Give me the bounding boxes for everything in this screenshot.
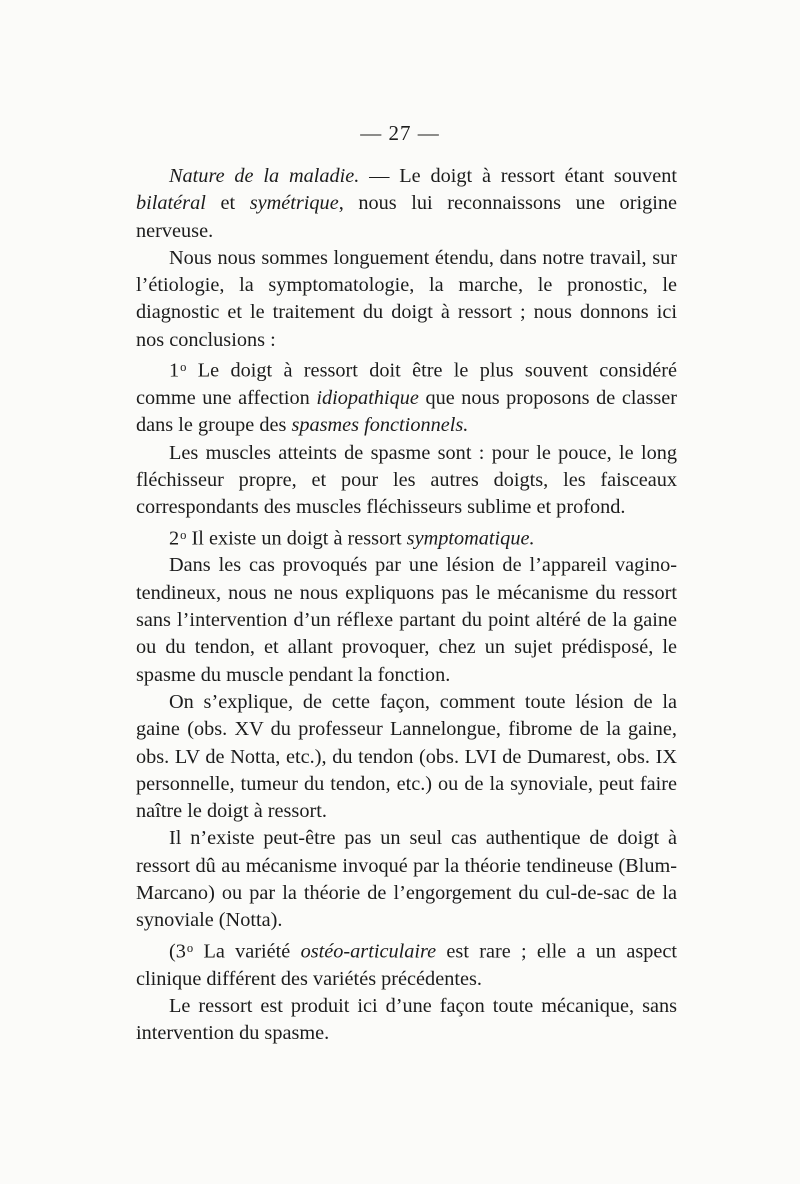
paragraph-text: est rare ; elle a un aspect clinique différent des variétés précédentes.	[136, 940, 677, 990]
paragraph-text: Le doigt à ressort doit être le plus souvent considéré comme une affection	[136, 359, 677, 410]
italic-osteo-articulaire: ostéo-articulaire	[300, 940, 437, 963]
ordinal-marker: o	[186, 940, 194, 955]
page-number: — 27 —	[360, 121, 440, 145]
heading-rest-text: , nous lui reconnaissons une origine nerveuse.	[136, 192, 677, 242]
paragraph-muscles: Les muscles atteints de spasme sont : pour le pouce, le long fléchisseur propre, et pour les autres doigts, les faisceaux correspondants des muscles fléchisseurs sublime et profond.	[136, 441, 677, 519]
paragraph-conclusions-intro: Nous nous sommes longuement étendu, dans notre travail, sur l’étiologie, la symptomatologie, la marche, le pronostic, le diagnostic et le traitement du doigt à ressort ; nous donnons ici nos conclusions :	[136, 246, 677, 351]
list-number: 2	[169, 527, 180, 550]
paragraph-lesions: On s’explique, de cette façon, comment toute lésion de la gaine (obs. XV du professeur Lannelongue, fibrome de la gaine, obs. LV de Notta, etc.), du tendon (obs. LVI de Dumarest, obs. IX personnelle, tumeur du tendon, etc.) ou de la synoviale, peut faire naître le doigt à ressort.	[136, 690, 677, 823]
paragraph-text: que nous proposons de classer dans le groupe des	[136, 387, 677, 437]
ordinal-marker: o	[180, 360, 187, 375]
paragraph-conclusion-2	[136, 522, 677, 553]
body-text	[136, 163, 677, 1047]
connector-text: et	[205, 192, 250, 215]
paragraph-text: La variété	[193, 940, 301, 963]
paragraph-vagino-tendineux: Dans les cas provoqués par une lésion de l’appareil vagino-tendineux, nous ne nous expliquons pas le mécanisme du ressort sans l’intervention d’un réflexe partant du point altéré de la gaine ou du tendon, et allant provoquer, chez un sujet prédisposé, le spasme du muscle pendant la fonction.	[136, 554, 677, 686]
list-number: (3	[169, 940, 186, 963]
paragraph-conclusion-1	[136, 354, 677, 440]
paragraph-text: Il existe un doigt à ressort	[186, 527, 407, 550]
section-heading: Nature de la maladie.	[169, 165, 360, 187]
italic-symptomatique: symptomatique.	[406, 527, 535, 550]
italic-spasmes-fonctionnels: spasmes fonctionnels.	[291, 414, 469, 437]
paragraph-ressort-mecanique: Le ressort est produit ici d’une façon toute mécanique, sans intervention du spasme.	[136, 994, 677, 1045]
italic-symetrique: symétrique	[249, 192, 339, 215]
paragraph-nature-de-la-maladie	[136, 163, 677, 245]
ordinal-marker: o	[180, 527, 187, 542]
italic-bilateral: bilatéral	[136, 192, 206, 215]
paragraph-conclusion-3	[136, 935, 677, 993]
list-number: 1	[169, 359, 180, 382]
heading-dash-text: — Le doigt à ressort étant souvent	[359, 165, 677, 187]
paragraph-theories: Il n’existe peut-être pas un seul cas authentique de doigt à ressort dû au mécanisme invoqué par la théorie tendineuse (Blum-Marcano) ou par la théorie de l’engorgement du cul-de-sac de la synoviale (Notta).	[136, 827, 677, 932]
italic-idiopathique: idiopathique	[316, 387, 419, 410]
